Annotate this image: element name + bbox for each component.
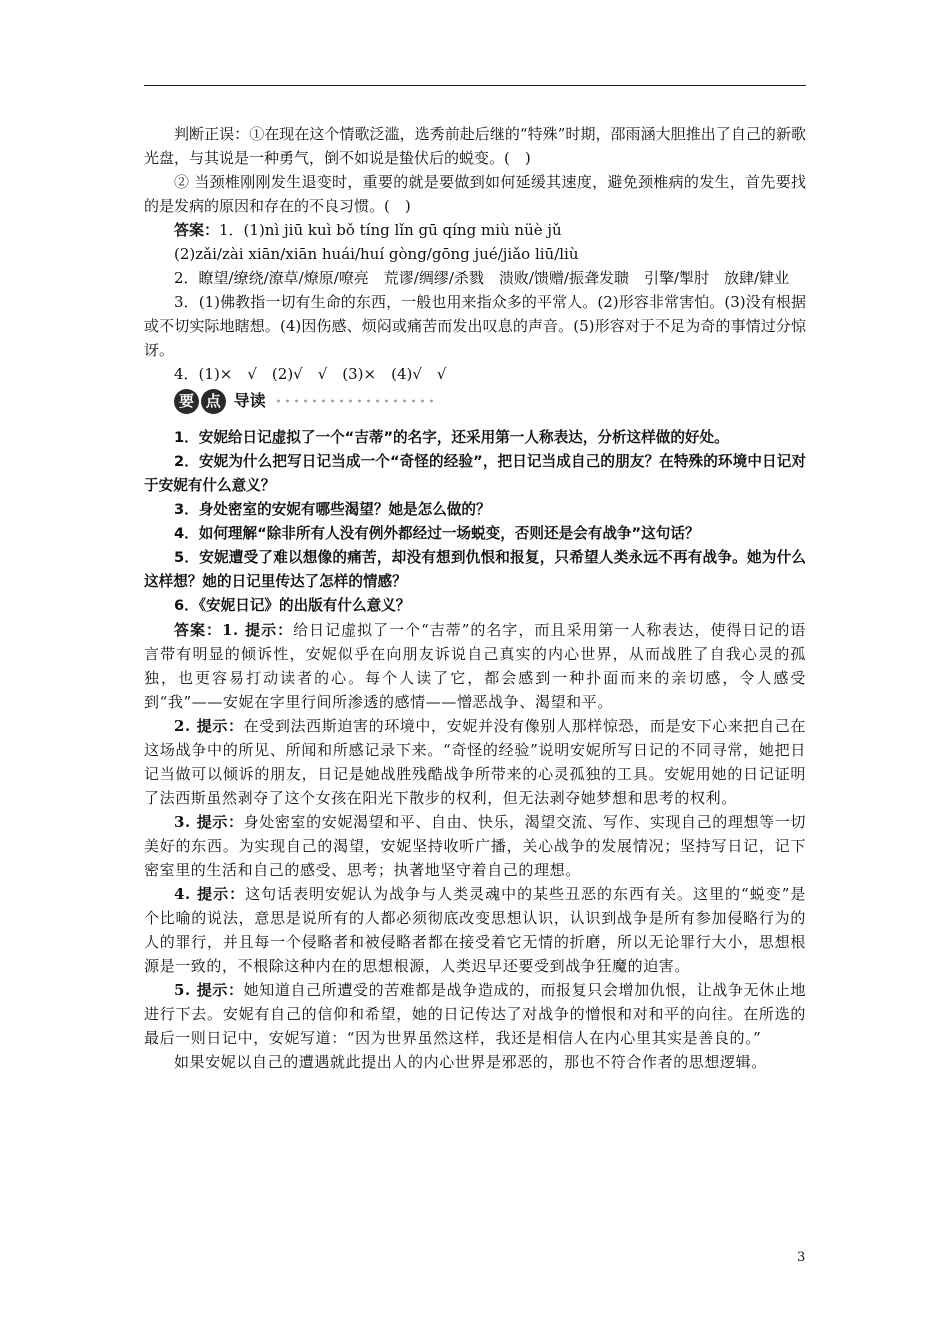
hint-label-3: 3. 提示： <box>174 813 244 831</box>
hint-label-1: 1. 提示： <box>222 621 294 639</box>
answer-2: 2．瞭望/缭绕/潦草/燎原/嘹亮 荒谬/绸缪/杀戮 溃败/馈赠/振聋发聩 引擎/掣肘 放肆/肄业 <box>174 269 790 287</box>
hint-answer-1 <box>144 618 806 714</box>
question-4: 4．如何理解“除非所有人没有例外都经过一场蜕变，否则还是会有战争”这句话？ <box>174 525 700 542</box>
banner-badge-2: 点 <box>201 389 226 414</box>
hint-answer-5 <box>144 978 806 1050</box>
page-body <box>144 122 806 1074</box>
question-3: 3．身处密室的安妮有哪些渴望？她是怎么做的？ <box>174 501 491 518</box>
answer-label-2: 答案： <box>174 621 222 639</box>
hint-text-1: 给日记虚拟了一个“吉蒂”的名字，而且采用第一人称表达，使得日记的语言带有明显的倾诉性，安妮似乎在向朋友诉说自己真实的内心世界，从而战胜了自我心灵的孤独，也更容易打动读者的心。每个人读了它，都会感到一种扑面而来的亲切感，令人感受到“我”——安妮在字里行间所渗透的感情——憎恶战争、渴望和平。 <box>144 621 806 711</box>
answer-1-pinyin-1: 1．(1)nì jiū kuì bǒ tíng lǐn gū qíng miù nüè jǔ <box>219 221 562 239</box>
page-number: 3 <box>797 1250 806 1265</box>
hint-label-2: 2. 提示： <box>174 717 244 735</box>
question-6: 6．《安妮日记》的出版有什么意义？ <box>174 597 411 614</box>
hint-text-4: 这句话表明安妮认为战争与人类灵魂中的某些丑恶的东西有关。这里的“蜕变”是个比喻的说法，意思是说所有的人都必须彻底改变思想认识，认识到战争是所有参加侵略行为的人的罪行，并且每一个侵略者和被侵略者都在接受着它无情的折磨，所以无论罪行大小，思想根源是一致的，不根除这种内在的思想根源，人类迟早还要受到战争狂魔的迫害。 <box>144 885 806 975</box>
closing-paragraph: 如果安妮以自己的遭遇就此提出人的内心世界是邪恶的，那也不符合作者的思想逻辑。 <box>174 1053 767 1071</box>
banner-badge-1: 要 <box>174 389 199 414</box>
hint-text-5: 她知道自己所遭受的苦难都是战争造成的，而报复只会增加仇恨，让战争无休止地进行下去。安妮有自己的信仰和希望，她的日记传达了对战争的憎恨和对和平的向往。在所选的最后一则日记中，安妮写道：“因为世界虽然这样，我还是相信人在内心里其实是善良的。” <box>144 981 806 1047</box>
answer-1-line-2: (2)zǎi/zài xiān/xiān huái/huí gòng/gōng jué/jiǎo liū/liù <box>174 245 579 263</box>
answer-1-line-1 <box>144 218 806 242</box>
hint-answer-3 <box>144 810 806 882</box>
answer-4: 4．(1)× √ (2)√ √ (3)× (4)√ √ <box>174 365 447 383</box>
header-rule <box>144 85 806 86</box>
answer-3: 3．(1)佛教指一切有生命的东西，一般也用来指众多的平常人。(2)形容非常害怕。(3)没有根据或不切实际地瞎想。(4)因伤感、烦闷或痛苦而发出叹息的声音。(5)形容对于不足为奇的事情过分惊讶。 <box>144 293 806 359</box>
banner-dots <box>274 397 436 405</box>
judgement-question-2: ② 当颈椎刚刚发生退变时，重要的就是要做到如何延缓其速度，避免颈椎病的发生，首先要找的是发病的原因和存在的不良习惯。( ) <box>144 173 806 215</box>
question-1: 1．安妮给日记虚拟了一个“吉蒂”的名字，还采用第一人称表达，分析这样做的好处。 <box>174 429 729 446</box>
answer-label: 答案： <box>174 221 220 239</box>
question-2: 2．安妮为什么把写日记当成一个“奇怪的经验”，把日记当成自己的朋友？在特殊的环境中日记对于安妮有什么意义？ <box>144 453 806 494</box>
hint-label-4: 4. 提示： <box>174 885 246 903</box>
question-5: 5．安妮遭受了难以想像的痛苦，却没有想到仇恨和报复，只希望人类永远不再有战争。她为什么这样想？她的日记里传达了怎样的情感？ <box>144 549 806 590</box>
hint-text-3: 身处密室的安妮渴望和平、自由、快乐，渴望交流、写作、实现自己的理想等一切美好的东西。为实现自己的渴望，安妮坚持收听广播，关心战争的发展情况；坚持写日记，记下密室里的生活和自己的感受、思考；执著地坚守着自己的理想。 <box>144 813 806 879</box>
section-banner <box>174 388 806 418</box>
hint-text-2: 在受到法西斯迫害的环境中，安妮并没有像别人那样惊恐，而是安下心来把自己在这场战争中的所见、所闻和所感记录下来。“奇怪的经验”说明安妮所写日记的不同寻常，她把日记当做可以倾诉的朋友，日记是她战胜残酷战争所带来的心灵孤独的工具。安妮用她的日记证明了法西斯虽然剥夺了这个女孩在阳光下散步的权利，但无法剥夺她梦想和思考的权利。 <box>144 717 806 807</box>
banner-title: 导读 <box>233 391 266 410</box>
hint-answer-4 <box>144 882 806 978</box>
hint-label-5: 5. 提示： <box>174 981 244 999</box>
hint-answer-2 <box>144 714 806 810</box>
judgement-question-1: 判断正误：①在现在这个情歌泛滥，选秀前赴后继的“特殊”时期，邵雨涵大胆推出了自己的新歌光盘，与其说是一种勇气，倒不如说是蛰伏后的蜕变。( ) <box>144 125 806 167</box>
